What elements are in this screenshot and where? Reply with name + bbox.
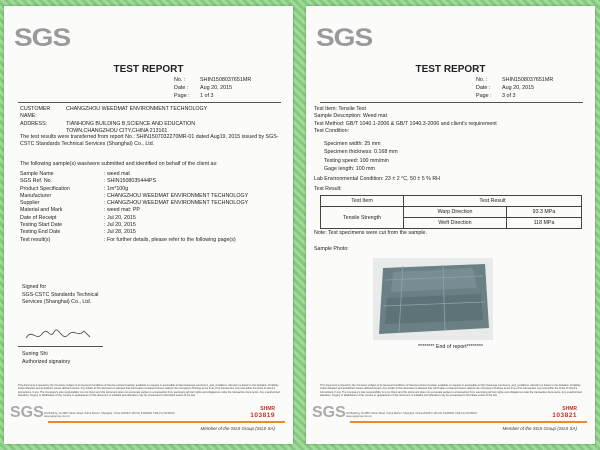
- footer-member: Member of the SGS Group (SGS SA): [502, 426, 577, 431]
- signatory-title: Authorized signatory: [22, 358, 71, 365]
- address-line-2: TOWN,CHANGZHOU CITY,CHINA 213161: [66, 127, 168, 134]
- field-value: : For further details, please refer to the following page(s): [104, 236, 236, 243]
- end-of-report: ******** End of report********: [417, 344, 484, 350]
- test-item: Test Item: Tensile Test: [314, 106, 366, 112]
- field-label: Product Specification: [20, 185, 70, 192]
- field-label: Test result(s): [20, 236, 51, 243]
- report-page-3: [306, 6, 595, 444]
- test-method: Test Method: GB/T 1040.1-2006 & GB/T 1040.3-2006 and client's requirement: [314, 120, 497, 127]
- footer-sgs-logo: SGS: [312, 404, 346, 421]
- field-label: Manufacturer: [20, 192, 52, 199]
- test-info: [314, 106, 497, 135]
- test-conditions: [324, 140, 398, 173]
- field-value: : CHANGZHOU WEEDMAT ENVIRONMENT TECHNOLOGY: [104, 192, 249, 199]
- signatory: [22, 351, 70, 366]
- sample-photo: [373, 258, 493, 340]
- sample-photo-label: Sample Photo:: [314, 246, 349, 252]
- footer-serial: 103819: [250, 412, 275, 419]
- cell-tensile-strength: Tensile Strength: [321, 207, 404, 229]
- cell-direction: Warp Direction: [404, 207, 507, 218]
- field-label: Date of Receipt: [20, 214, 57, 221]
- weed-mat-image: [373, 258, 493, 340]
- footer-disclaimer: This document is issued by the Company subject to its General Conditions of Service printed overleaf, available on request or accessible at http://www.sgs.com/terms_and_conditions. Attention is drawn to the limitation of liability, indemnification and jurisdiction issues defined therein. Any holder of this document is advised that information contained hereon reflects the Company's findings at the time of its intervention only and within the limits of Client's instructions, if any. The Company's sole responsibility is to its Client and this document does not exonerate parties to a transaction from exercising all their rights and obligations under the transaction documents. Any unauthorized alteration, forgery or falsification of the content or appearance of this document is unlawful and offenders may be prosecuted to the fullest extent of the law.: [18, 384, 280, 397]
- footer-stripe: [350, 421, 587, 423]
- footer-code: SHMR: [562, 406, 577, 412]
- meta-label: Date :: [476, 85, 491, 91]
- transfer-note: The test results were transferred from report No.: SHIN1507032270MR-01 dated Aug19, 2015 issued by SGS-CSTC Standards Technical Services (Shanghai) Co., Ltd.: [20, 134, 279, 148]
- footer-stripe: [48, 421, 285, 423]
- field-value: : SHIN1508035444PS: [104, 178, 157, 185]
- footer-serial: 103821: [552, 412, 577, 419]
- divider: [18, 102, 281, 103]
- sample-fields: [20, 171, 264, 244]
- field-label: Testing Start Date: [20, 222, 63, 229]
- sample-intro: The following sample(s) was/were submitted and identified on behalf of the client as:: [20, 161, 218, 167]
- lab-condition: Lab Environmental Condition: 23 ± 2 °C, 50 ± 5 % RH: [314, 176, 441, 182]
- header-test-result: Test Result: [404, 196, 582, 207]
- specimen-note: Note: Test specimens were cut from the sample.: [314, 230, 427, 236]
- cell-value: 93.3 MPa: [507, 207, 582, 218]
- footer-member: Member of the SGS Group (SGS SA): [200, 426, 275, 431]
- page-number: 1 of 3: [200, 93, 214, 99]
- results-table: [320, 195, 582, 229]
- report-meta: [174, 76, 251, 100]
- sgs-logo: SGS: [316, 23, 373, 52]
- report-number: SHIN1508037651MR: [502, 77, 554, 83]
- sample-description: Sample Description: Weed mat: [314, 113, 387, 120]
- field-value: : 1m*100g: [104, 185, 129, 192]
- divider: [320, 102, 583, 103]
- report-meta: [476, 76, 553, 100]
- meta-label: No. :: [476, 77, 488, 83]
- sgs-logo: SGS: [14, 23, 71, 52]
- signature-block: [22, 284, 98, 307]
- field-label: SGS Ref. No.: [20, 178, 53, 185]
- address-line-1: TIANHONG BUILDING B,SCIENCE AND EDUCATION: [66, 120, 196, 127]
- table-header-row: [321, 196, 582, 207]
- condition-item: Specimen thickness: 0.168 mm: [324, 149, 398, 156]
- handwritten-signature: [24, 326, 94, 344]
- signature-line: [18, 346, 103, 347]
- table-row: [321, 207, 582, 218]
- footer-address: 3rd Building, No.889 Yishan Road, Xuhui District, Shanghai, China 200233 t (86-21) 61196000 f (86-21) 61196001 www.sgsgroup.com.cn: [346, 412, 477, 419]
- field-value: : Jul 20, 2015: [104, 214, 136, 221]
- field-value: : weed mat: [104, 171, 130, 177]
- condition-item: Testing speed: 100 mm/min: [324, 157, 389, 164]
- report-number: SHIN1508037651MR: [200, 77, 252, 83]
- report-page-1: [4, 6, 293, 444]
- field-value: : Jul 20, 2015: [104, 222, 136, 229]
- field-label: Material and Mark: [20, 207, 63, 214]
- condition-item: Specimen width: 25 mm: [324, 141, 381, 147]
- test-condition-label: Test Condition:: [314, 127, 350, 134]
- footer-disclaimer: This document is issued by the Company subject to its General Conditions of Service printed overleaf, available on request or accessible at http://www.sgs.com/terms_and_conditions. Attention is drawn to the limitation of liability, indemnification and jurisdiction issues defined therein. Any holder of this document is advised that information contained hereon reflects the Company's findings at the time of its intervention only and within the limits of Client's instructions, if any. The Company's sole responsibility is to its Client and this document does not exonerate parties to a transaction from exercising all their rights and obligations under the transaction documents. Any unauthorized alteration, forgery or falsification of the content or appearance of this document is unlawful and offenders may be prosecuted to the fullest extent of the law.: [320, 384, 582, 397]
- header-test-item: Test Item: [321, 196, 404, 207]
- signed-company-1: SGS-CSTC Standards Technical: [22, 291, 99, 298]
- meta-label: Page :: [174, 93, 190, 99]
- meta-label: Page :: [476, 93, 492, 99]
- condition-item: Gage length: 100 mm: [324, 165, 375, 172]
- customer-value: CHANGZHOU WEEDMAT ENVIRONMENT TECHNOLOGY: [66, 106, 208, 112]
- customer-label: CUSTOMER NAME:: [20, 106, 51, 120]
- meta-label: Date :: [174, 85, 189, 91]
- cell-direction: Weft Direction: [404, 218, 507, 229]
- signed-for: Signed for: [22, 284, 47, 290]
- field-value: : Jul 28, 2015: [104, 229, 136, 236]
- footer-sgs-logo: SGS: [10, 404, 44, 421]
- signatory-name: Suning Shi: [22, 351, 48, 357]
- page-title: TEST REPORT: [113, 64, 184, 75]
- footer-code: SHMR: [260, 406, 275, 412]
- field-label: Supplier: [20, 200, 40, 207]
- test-result-label: Test Result:: [314, 186, 342, 192]
- meta-label: No. :: [174, 77, 186, 83]
- page-title: TEST REPORT: [415, 64, 486, 75]
- footer-address: 3rd Building, No.889 Yishan Road, Xuhui District, Shanghai, China 200233 t (86-21) 61196000 f (86-21) 61196001 www.sgsgroup.com.cn: [44, 412, 175, 419]
- customer-block: [20, 106, 207, 135]
- report-date: Aug 20, 2015: [502, 85, 535, 91]
- field-label: Sample Name: [20, 171, 54, 177]
- field-value: : weed mat: PP: [104, 207, 140, 214]
- page-number: 3 of 3: [502, 93, 516, 99]
- signed-company-2: Services (Shanghai) Co., Ltd.: [22, 299, 92, 305]
- address-label: ADDRESS:: [20, 120, 48, 127]
- cell-value: 118 MPa: [507, 218, 582, 229]
- field-value: : CHANGZHOU WEEDMAT ENVIRONMENT TECHNOLOGY: [104, 200, 249, 207]
- field-label: Testing End Date: [20, 229, 61, 236]
- report-date: Aug 20, 2015: [200, 85, 233, 91]
